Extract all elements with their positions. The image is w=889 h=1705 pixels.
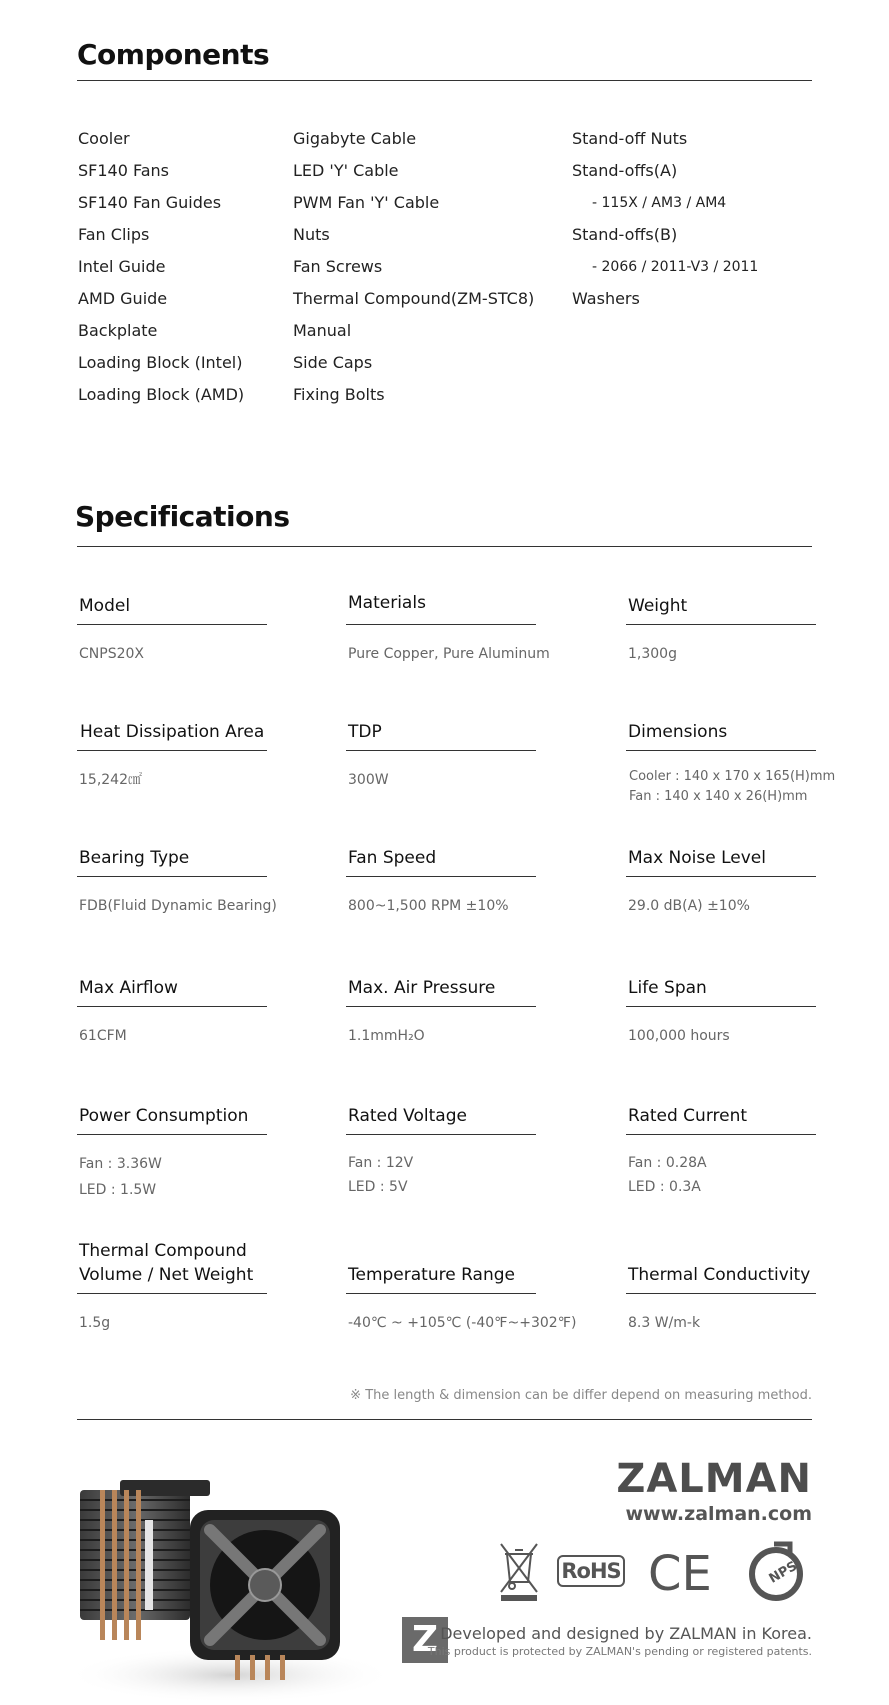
spec-underline: [626, 750, 816, 751]
z-logo-letter: Z: [411, 1619, 439, 1660]
component-item: SF140 Fans: [78, 161, 169, 180]
spec-value-line: Fan : 140 x 140 x 26(H)mm: [629, 789, 808, 804]
component-item: SF140 Fan Guides: [78, 193, 222, 212]
spec-value: 61CFM: [79, 1028, 127, 1044]
spec-bearing-type: [77, 820, 277, 919]
component-item: Fan Screws: [293, 257, 383, 276]
website-url: www.zalman.com: [625, 1503, 812, 1525]
nps-icon: [746, 1540, 810, 1602]
component-item: Manual: [293, 321, 352, 340]
ce-label: CE: [648, 1548, 712, 1596]
spec-value: 100,000 hours: [628, 1028, 730, 1044]
components-title: Components: [77, 38, 270, 71]
patent-text: This product is protected by ZALMAN's pending or registered patents.: [427, 1645, 812, 1658]
spec-value-line: Fan : 12V: [348, 1155, 414, 1171]
component-item: Stand-offs(A): [572, 161, 678, 180]
spec-model: [77, 568, 267, 667]
spec-value: CNPS20X: [79, 646, 144, 662]
spec-value: [626, 767, 836, 807]
rohs-icon: [557, 1555, 625, 1587]
spec-underline: [626, 1293, 816, 1294]
spec-value-line: Fan : 0.28A: [628, 1155, 707, 1171]
spec-label: Rated Current: [628, 1106, 748, 1126]
spec-value: 1,300g: [628, 646, 677, 662]
spec-rated-current: [626, 1078, 816, 1199]
component-item: Loading Block (Intel): [78, 353, 243, 372]
spec-underline: [346, 1134, 536, 1135]
ce-icon: [648, 1548, 720, 1596]
spec-value: 1.1mmH₂O: [348, 1028, 425, 1044]
component-item: Backplate: [78, 321, 158, 340]
spec-underline: [346, 1293, 536, 1294]
component-item: Stand-offs(B): [572, 225, 678, 244]
developed-text: Developed and designed by ZALMAN in Korea.: [440, 1624, 812, 1643]
spec-value-line: Cooler : 140 x 170 x 165(H)mm: [629, 769, 836, 784]
spec-underline: [77, 1134, 267, 1135]
specifications-title: Specifications: [75, 500, 290, 533]
spec-label-line-2: Volume / Net Weight: [79, 1265, 254, 1285]
component-item: Gigabyte Cable: [293, 129, 417, 148]
spec-label: Life Span: [628, 978, 707, 998]
spec-underline: [77, 1006, 267, 1007]
spec-thermal-conductivity: [626, 1237, 816, 1336]
spec-label: Weight: [628, 596, 688, 616]
spec-heat-dissipation-area: [77, 694, 267, 793]
spec-label: Model: [79, 596, 131, 616]
component-subitem: - 2066 / 2011-V3 / 2011: [592, 259, 759, 275]
spec-label: Max. Air Pressure: [348, 978, 496, 998]
spec-thermal-compound: [77, 1237, 267, 1336]
spec-underline: [626, 1134, 816, 1135]
spec-temperature-range: [346, 1237, 577, 1336]
spec-label: Max Noise Level: [628, 848, 766, 868]
spec-label: Thermal Compound: [79, 1241, 247, 1261]
spec-underline: [77, 750, 267, 751]
spec-label: Materials: [348, 593, 426, 613]
spec-value-line: LED : 1.5W: [79, 1182, 157, 1198]
footnote: ※ The length & dimension can be differ depend on measuring method.: [350, 1388, 812, 1403]
spec-dimensions: [626, 694, 836, 807]
spec-materials: [346, 565, 550, 667]
spec-value: [626, 1151, 816, 1199]
weee-icon: [497, 1542, 541, 1602]
spec-life-span: [626, 950, 816, 1049]
components-col-3: [572, 123, 758, 315]
footer-divider: [77, 1419, 812, 1420]
spec-label: Bearing Type: [79, 848, 190, 868]
spec-value: -40℃ ~ +105℃ (-40℉~+302℉): [348, 1315, 577, 1331]
component-item: Intel Guide: [78, 257, 166, 276]
spec-underline: [626, 1006, 816, 1007]
spec-value: 1.5g: [79, 1315, 111, 1331]
spec-value: 15,242㎠: [79, 772, 142, 788]
spec-tdp: [346, 694, 536, 793]
component-item: PWM Fan 'Y' Cable: [293, 193, 440, 212]
component-item: Cooler: [78, 129, 130, 148]
cooler-product-image: [60, 1440, 400, 1705]
rohs-label: RoHS: [561, 1559, 621, 1583]
spec-underline: [77, 876, 267, 877]
component-subitem: - 115X / AM3 / AM4: [592, 195, 727, 211]
spec-underline: [626, 876, 816, 877]
spec-underline: [626, 624, 816, 625]
nps-label: NPS: [766, 1558, 800, 1587]
spec-label: Temperature Range: [348, 1265, 515, 1285]
spec-rated-voltage: [346, 1078, 536, 1199]
spec-fan-speed: [346, 820, 536, 919]
spec-underline: [346, 624, 536, 625]
spec-value: FDB(Fluid Dynamic Bearing): [79, 898, 277, 914]
spec-max-airflow: [77, 950, 267, 1049]
spec-label: TDP: [348, 722, 382, 742]
spec-weight: [626, 568, 816, 667]
component-item: LED 'Y' Cable: [293, 161, 399, 180]
spec-value-line: Fan : 3.36W: [79, 1156, 162, 1172]
fan-cooler-right: [190, 1510, 340, 1680]
spec-label: Dimensions: [628, 722, 728, 742]
component-item: Loading Block (AMD): [78, 385, 245, 404]
zalman-logo: ZALMAN: [616, 1456, 812, 1502]
components-col-2: [293, 123, 534, 411]
components-col-1: [78, 123, 244, 411]
specifications-divider: [77, 546, 812, 547]
component-item: Nuts: [293, 225, 330, 244]
spec-underline: [77, 1293, 267, 1294]
components-divider: [77, 80, 812, 81]
component-item: AMD Guide: [78, 289, 168, 308]
component-item: Thermal Compound(ZM-STC8): [293, 289, 535, 308]
spec-power-consumption: [77, 1078, 267, 1203]
spec-label: Thermal Conductivity: [628, 1265, 811, 1285]
spec-label: Rated Voltage: [348, 1106, 467, 1126]
spec-underline: [77, 624, 267, 625]
spec-value: Pure Copper, Pure Aluminum: [348, 646, 550, 662]
component-item: Fan Clips: [78, 225, 150, 244]
spec-underline: [346, 876, 536, 877]
spec-underline: [346, 1006, 536, 1007]
spec-label: Power Consumption: [79, 1106, 249, 1126]
spec-underline: [346, 750, 536, 751]
component-item: Fixing Bolts: [293, 385, 385, 404]
spec-value: 29.0 dB(A) ±10%: [628, 898, 750, 914]
component-item: Stand-off Nuts: [572, 129, 688, 148]
spec-value: 800~1,500 RPM ±10%: [348, 898, 509, 914]
spec-label: Heat Dissipation Area: [80, 722, 265, 742]
spec-value-line: LED : 5V: [348, 1179, 408, 1195]
spec-max-air-pressure: [346, 950, 536, 1049]
spec-value: [77, 1151, 267, 1203]
spec-value: [346, 1151, 536, 1199]
component-item: Side Caps: [293, 353, 373, 372]
spec-max-noise-level: [626, 820, 816, 919]
spec-label: Max Airflow: [79, 978, 178, 998]
component-item: Washers: [572, 289, 640, 308]
spec-value: 8.3 W/m-k: [628, 1315, 701, 1331]
spec-value: 300W: [348, 772, 389, 788]
spec-label: Fan Speed: [348, 848, 437, 868]
spec-value-line: LED : 0.3A: [628, 1179, 701, 1195]
